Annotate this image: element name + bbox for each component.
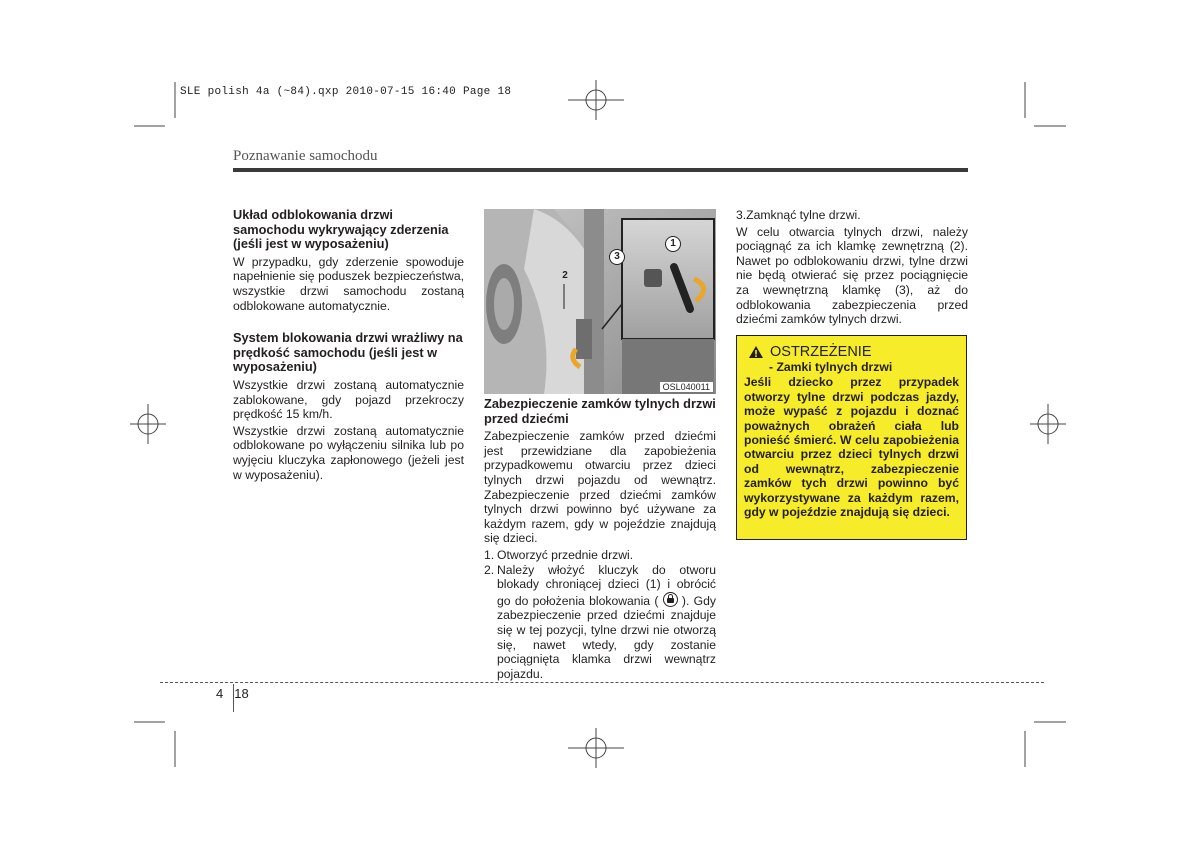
- paragraph: Wszystkie drzwi zostaną automatycznie odblokowane po wyłączeniu silnika lub po wyjęciu kluczyka zapłonowego (jeżeli jest w wyposażeniu).: [233, 423, 464, 482]
- child-lock-illustration: [484, 209, 716, 394]
- page-number: 4 18: [216, 686, 249, 701]
- warning-subtitle: - Zamki tylnych drzwi: [769, 360, 893, 374]
- callout-3: 3: [609, 249, 625, 265]
- registration-mark-left: [130, 404, 166, 444]
- paragraph: Zabezpieczenie zamków przed dziećmi jest przewidziane dla zapobieżenia przypadkowemu otwarciu przez dzieci tylnych drzwi pojazdu od wewnątrz. Zabezpieczenie przed dziećmi zamków tylnych drzwi powinno być używane za każdym razem, gdy w pojeździe znajdują się dzieci.: [484, 429, 716, 546]
- lock-icon: [663, 592, 678, 607]
- callout-2: 2: [562, 270, 568, 281]
- warning-box: [736, 335, 967, 540]
- column-right: [736, 208, 968, 329]
- heading-speed-lock: System blokowania drzwi wrażliwy na prędkość samochodu (jeśli jest w wyposażeniu): [233, 330, 463, 375]
- print-slug: SLE polish 4a (~84).qxp 2010-07-15 16:40 Page 18: [180, 86, 512, 98]
- registration-mark-right: [1030, 404, 1066, 444]
- section-header: Poznawanie samochodu: [233, 148, 378, 164]
- car-door-drawing: [484, 209, 716, 394]
- callout-1: 1: [665, 236, 681, 252]
- column-middle: [484, 397, 716, 681]
- warning-title: OSTRZEŻENIE: [748, 344, 959, 360]
- registration-mark-top: [568, 80, 624, 120]
- paragraph: W przypadku, gdy zderzenie spowoduje napełnienie się poduszek bezpieczeństwa, wszystkie drzwi samochodu zostaną odblokowane automatycznie.: [233, 254, 464, 313]
- header-rule: [233, 168, 968, 172]
- registration-mark-bottom: [568, 728, 624, 768]
- list-item: 2. Należy włożyć kluczyk do otworu blokady chroniącej dzieci (1) i obrócić go do położenia blokowania ( ). Gdy zabezpieczenie przed dziećmi znajduje się w tej pozycji, tylne drzwi nie otworzą się, nawet wtedy, gdy zostanie pociągnięta klamka drzwi wewnątrz pojazdu.: [484, 562, 716, 681]
- steps-list: [484, 548, 716, 681]
- figure-code: OSL040011: [660, 382, 713, 392]
- step-3: 3.Zamknąć tylne drzwi.: [736, 208, 861, 222]
- heading-crash-unlock: Układ odblokowania drzwi samochodu wykrywający zderzenia (jeśli jest w wyposażeniu): [233, 207, 449, 252]
- footer-dashed-rule: [160, 682, 1044, 683]
- paragraph: Wszystkie drzwi zostaną automatycznie zablokowane, gdy pojazd przekroczy prędkość 15 km/h.: [233, 377, 464, 422]
- list-item: 1. Otworzyć przednie drzwi.: [484, 547, 634, 562]
- paragraph: W celu otwarcia tylnych drzwi, należy pociągnąć za ich klamkę zewnętrzną (2). Nawet po odblokowaniu drzwi, tylne drzwi nie będą otwierać się przez pociągnięcie za wewnętrzną klamkę (3), aż do odblokowania zabezpieczenia przed dziećmi zamków tylnych drzwi.: [736, 224, 968, 327]
- heading-child-lock: Zabezpieczenie zamków tylnych drzwi przed dziećmi: [484, 396, 716, 426]
- column-left: [233, 208, 464, 484]
- warning-triangle-icon: [748, 345, 764, 359]
- warning-text: Jeśli dziecko przez przypadek otworzy tylne drzwi podczas jazdy, może wypaść z pojazdu i doznać poważnych obrażeń ciała lub ponieść śmierć. W celu zapobieżenia otwarciu przez dzieci tylnych drzwi od wewnątrz, zabezpieczenie zamków tych drzwi powinno być wykorzystywane za każdym razem, gdy w pojeździe znajdują się dzieci.: [744, 375, 959, 520]
